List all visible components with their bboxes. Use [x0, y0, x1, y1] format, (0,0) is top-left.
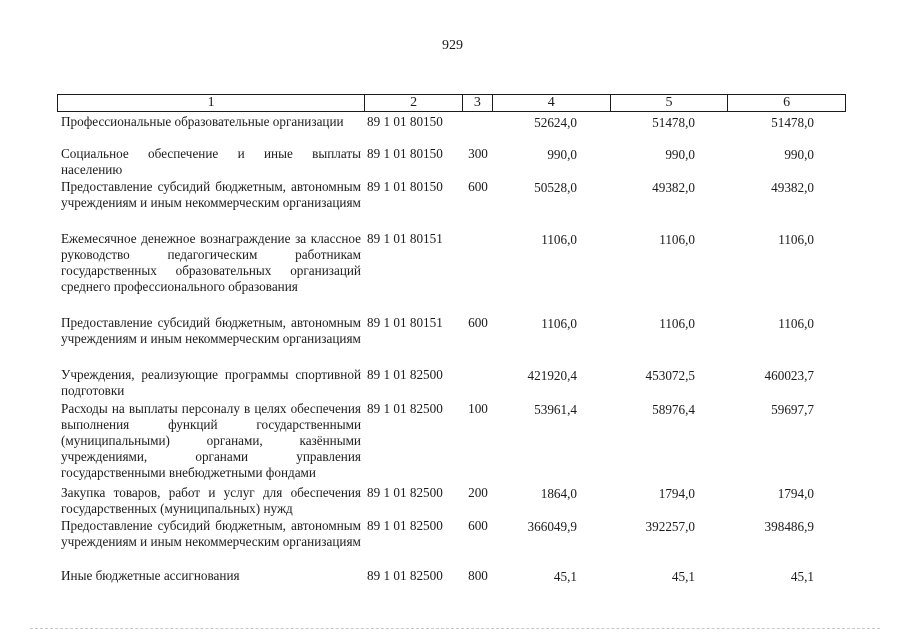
row-value-col4: 45,1: [553, 569, 577, 584]
row-value-col6: 49382,0: [771, 180, 814, 195]
row-expense-type: 600: [468, 179, 488, 194]
table-row: [57, 114, 846, 146]
row-code: 89 1 01 82500: [367, 485, 443, 500]
row-expense-type: 100: [468, 401, 488, 416]
row-value-col6: 1794,0: [777, 486, 814, 501]
row-value-col4: 1106,0: [541, 316, 577, 331]
row-expense-type: 200: [468, 485, 488, 500]
table-header-row: [57, 94, 846, 112]
row-value-col4: 1864,0: [540, 486, 577, 501]
row-code: 89 1 01 82500: [367, 367, 443, 382]
table-row: [57, 485, 846, 518]
row-name: Предоставление субсидий бюджетным, автономным учреждениям и иным некоммерческим организациям: [61, 179, 361, 210]
table-row: [57, 401, 846, 485]
row-code: 89 1 01 80151: [367, 315, 443, 330]
row-code: 89 1 01 80151: [367, 231, 443, 246]
row-value-col5: 1106,0: [659, 316, 695, 331]
row-value-col5: 51478,0: [652, 115, 695, 130]
column-header-4: 4: [493, 95, 611, 111]
column-header-3: 3: [463, 95, 493, 111]
row-code: 89 1 01 80150: [367, 114, 443, 129]
column-header-2: 2: [365, 95, 463, 111]
row-value-col6: 1106,0: [778, 316, 814, 331]
row-name: Иные бюджетные ассигнования: [61, 568, 240, 583]
row-name: Расходы на выплаты персоналу в целях обеспечения выполнения функций государственными (муниципальными) органами, казёнными учреждениями, органами управления государственными внебюджетными фондами: [61, 401, 361, 480]
row-name: Закупка товаров, работ и услуг для обеспечения государственных (муниципальных) нужд: [61, 485, 361, 516]
row-value-col6: 990,0: [784, 147, 814, 162]
row-value-col6: 1106,0: [778, 232, 814, 247]
table-row: [57, 568, 846, 588]
budget-table: [57, 94, 846, 588]
row-name: Учреждения, реализующие программы спортивной подготовки: [61, 367, 361, 398]
table-body: [57, 114, 846, 588]
column-header-5: 5: [611, 95, 729, 111]
row-expense-type: [463, 367, 493, 401]
row-code: 89 1 01 80150: [367, 146, 443, 161]
row-expense-type: 600: [468, 315, 488, 330]
table-row: [57, 179, 846, 231]
row-value-col4: 990,0: [547, 147, 577, 162]
table-row: [57, 367, 846, 401]
row-value-col6: 59697,7: [771, 402, 814, 417]
row-value-col6: 45,1: [790, 569, 814, 584]
row-expense-type: [463, 231, 493, 315]
column-header-6: 6: [783, 95, 791, 110]
row-value-col4: 1106,0: [541, 232, 577, 247]
row-code: 89 1 01 80150: [367, 179, 443, 194]
row-value-col4: 52624,0: [534, 115, 577, 130]
row-code: 89 1 01 82500: [367, 568, 443, 583]
row-name: Предоставление субсидий бюджетным, автономным учреждениям и иным некоммерческим организациям: [61, 315, 361, 346]
row-expense-type: 300: [468, 146, 488, 161]
row-value-col4: 421920,4: [527, 368, 577, 383]
row-value-col5: 1794,0: [658, 486, 695, 501]
column-header-1: 1: [58, 95, 365, 111]
row-expense-type: [463, 114, 493, 146]
row-expense-type: 600: [468, 518, 488, 533]
table-row: [57, 146, 846, 179]
row-value-col6: 51478,0: [771, 115, 814, 130]
table-row: [57, 518, 846, 568]
row-value-col5: 49382,0: [652, 180, 695, 195]
row-value-col5: 453072,5: [645, 368, 695, 383]
table-row: [57, 315, 846, 367]
row-value-col5: 45,1: [671, 569, 695, 584]
table-row: [57, 231, 846, 315]
row-code: 89 1 01 82500: [367, 518, 443, 533]
row-code: 89 1 01 82500: [367, 401, 443, 416]
row-value-col4: 366049,9: [527, 519, 577, 534]
row-value-col4: 50528,0: [534, 180, 577, 195]
page-number: 929: [442, 38, 463, 53]
row-value-col5: 990,0: [665, 147, 695, 162]
row-value-col5: 392257,0: [645, 519, 695, 534]
row-value-col5: 58976,4: [652, 402, 695, 417]
row-value-col6: 398486,9: [764, 519, 814, 534]
row-value-col6: 460023,7: [764, 368, 814, 383]
row-value-col5: 1106,0: [659, 232, 695, 247]
row-value-col4: 53961,4: [534, 402, 577, 417]
row-name: Профессиональные образовательные организации: [61, 114, 344, 129]
bottom-edge-rule: [30, 628, 880, 629]
row-name: Ежемесячное денежное вознаграждение за классное руководство педагогическим работникам государственных образовательных организаций среднего профессионального образования: [61, 231, 361, 294]
row-name: Предоставление субсидий бюджетным, автономным учреждениям и иным некоммерческим организациям: [61, 518, 361, 549]
row-expense-type: 800: [468, 568, 488, 583]
row-name: Социальное обеспечение и иные выплаты населению: [61, 146, 361, 177]
